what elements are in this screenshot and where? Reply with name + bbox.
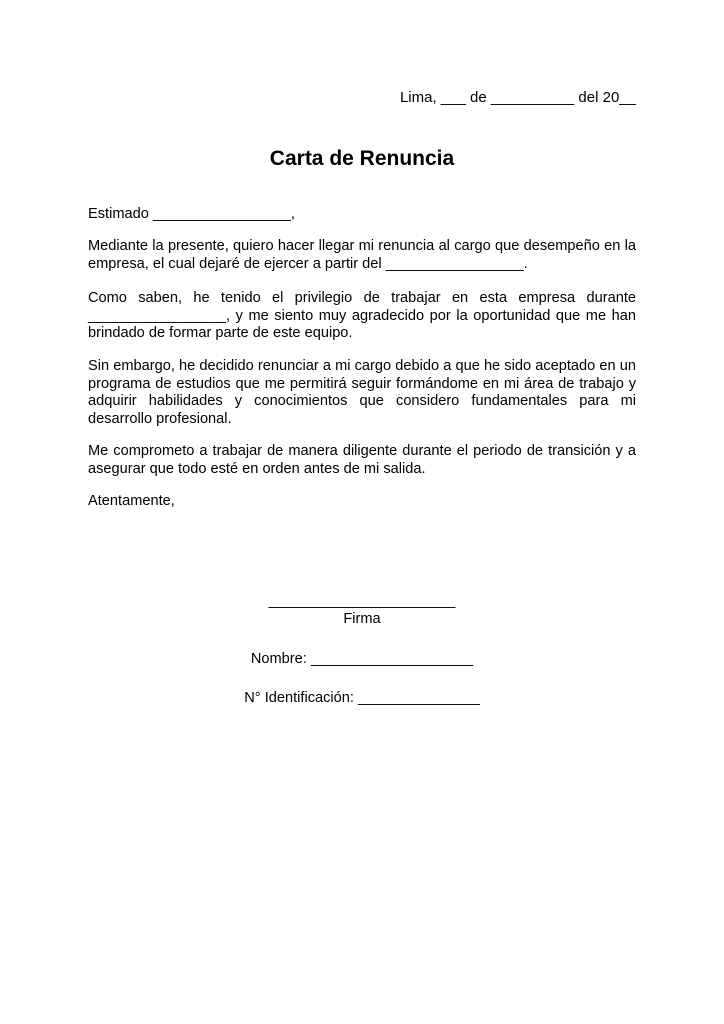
- date-line: Lima, ___ de __________ del 20__: [399, 89, 636, 106]
- closing: Atentamente,: [88, 493, 175, 509]
- salutation: Estimado _________________,: [88, 206, 295, 222]
- paragraph-reason: Sin embargo, he decidido renunciar a mi cargo debido a que he sido aceptado en un programa de estudios que me permitirá seguir formándome en mi área de trabajo y adquirir habilidades y conocimientos que considero fundamentales para mi desarrollo profesional.: [88, 358, 636, 427]
- letter-title: Carta de Renuncia: [269, 147, 455, 170]
- name-field: Nombre: ____________________: [250, 651, 474, 667]
- paragraph-commitment: Me comprometo a trabajar de manera diligente durante el periodo de transición y a asegurar que todo esté en orden antes de mi salida.: [88, 443, 636, 477]
- paragraph-notice: Mediante la presente, quiero hacer llegar mi renuncia al cargo que desempeño en la empresa, el cual dejaré de ejercer a partir del _________________.: [88, 238, 636, 272]
- signature-label: Firma: [343, 611, 381, 627]
- paragraph-gratitude: Como saben, he tenido el privilegio de trabajar en esta empresa durante _________________, y me siento muy agradecido por la oportunidad que me han brindado de formar parte de este equipo.: [88, 290, 636, 341]
- signature-line: _______________________: [268, 593, 456, 609]
- id-field: N° Identificación: _______________: [244, 690, 480, 706]
